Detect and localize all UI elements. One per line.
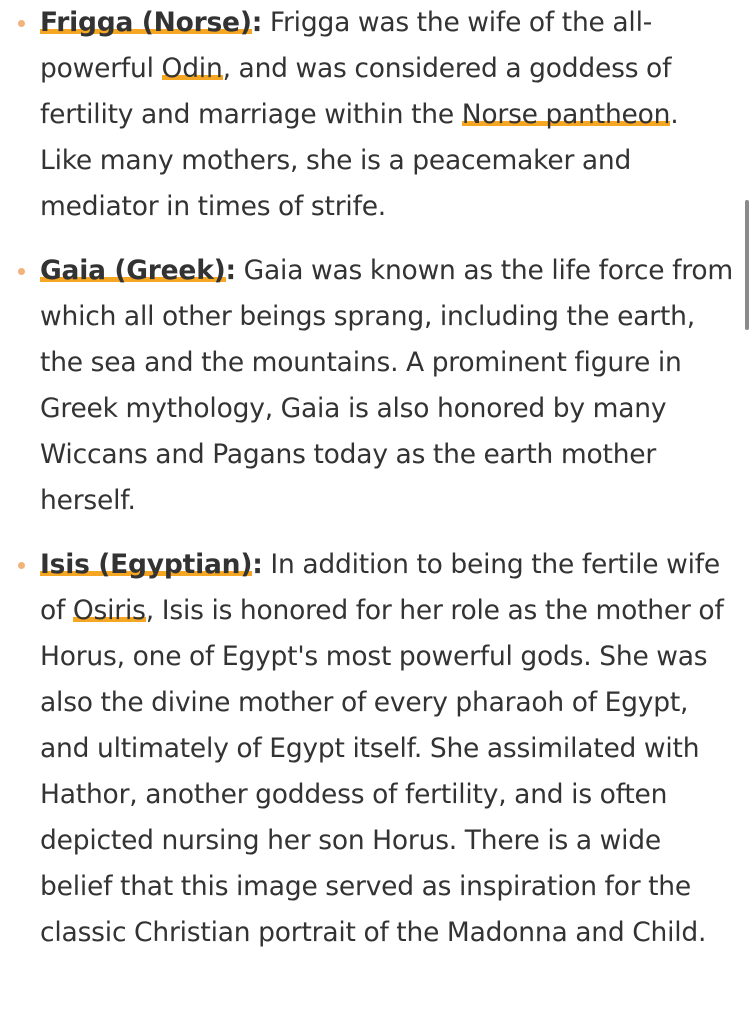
term-colon: : [252, 549, 263, 580]
link-osiris[interactable]: Osiris [72, 595, 146, 626]
bullet-dot [18, 268, 25, 275]
bullet-dot [18, 562, 25, 569]
list-item-gaia [0, 248, 755, 524]
term-link-isis[interactable]: Isis (Egyptian) [40, 549, 253, 580]
scrollbar-thumb[interactable] [745, 200, 749, 330]
description-text: , and was considered a goddess of fertility and marriage within the [40, 53, 672, 130]
term-link-gaia[interactable]: Gaia (Greek) [40, 255, 226, 286]
list-item-frigga [0, 0, 755, 230]
description-text: . Like many mothers, she is a peacemaker and mediator in times of strife. [40, 99, 679, 222]
description-text: Gaia was known as the life force from which all other beings sprang, including the earth, the sea and the mountains. A prominent figure in Greek mythology, Gaia is also honored by many Wiccans and Pagans today as the earth mother herself. [40, 255, 733, 516]
term-colon: : [225, 255, 236, 286]
link-odin[interactable]: Odin [161, 53, 223, 84]
term-link-frigga[interactable]: Frigga (Norse) [40, 7, 252, 38]
link-norse-pantheon[interactable]: Norse pantheon [461, 99, 671, 130]
description-text: Frigga was the wife of the all-powerful [40, 7, 653, 84]
description-text: , Isis is honored for her role as the mother of Horus, one of Egypt's most powerful gods. She was also the divine mother of every pharaoh of Egypt, and ultimately of Egypt itself. She assimilated with Hathor, another goddess of fertility, and is often depicted nursing her son Horus. There is a wide belief that this image served as inspiration for the classic Christian portrait of the Madonna and Child. [40, 595, 724, 948]
term-colon: : [251, 7, 263, 38]
list-item-isis [0, 542, 755, 956]
description-text: In addition to being the fertile wife of [40, 549, 720, 626]
bullet-dot [18, 20, 25, 27]
